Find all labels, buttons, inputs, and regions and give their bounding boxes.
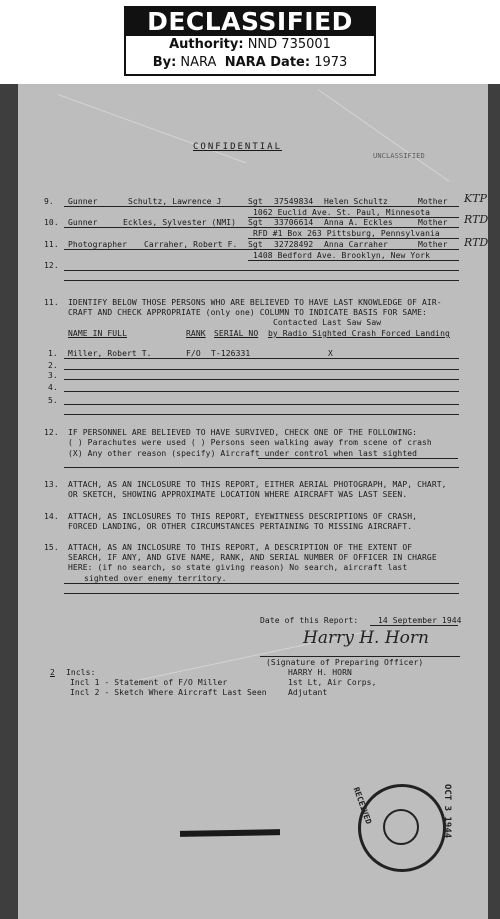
section-number: 13.	[44, 480, 59, 489]
crew-kin: Helen Schultz	[324, 197, 388, 206]
section-text: HERE: (if no search, so state giving reason) No search, aircraft last	[68, 563, 408, 572]
inclosure-item: Incl 1 - Statement of F/O Miller	[70, 678, 228, 687]
section-text: IDENTIFY BELOW THOSE PERSONS WHO ARE BELIEVED TO HAVE LAST KNOWLEDGE OF AIR-	[68, 298, 442, 307]
corner-stamp: UNCLASSIFIED	[373, 152, 425, 160]
declassified-stamp	[124, 6, 376, 76]
redaction-bar	[180, 829, 280, 837]
section-number: 11.	[44, 298, 59, 307]
inclosure-item: Incl 2 - Sketch Where Aircraft Last Seen	[70, 688, 267, 697]
crew-num: 11.	[44, 240, 59, 249]
by-value: NARA	[180, 55, 217, 70]
nara-line	[126, 54, 374, 72]
officer-signature: Harry H. Horn	[303, 628, 429, 648]
crew-position: Gunner	[68, 197, 98, 206]
crew-serial: 32728492	[274, 240, 314, 249]
authority-value: NND 735001	[247, 37, 331, 52]
crew-serial: 33706614	[274, 218, 314, 227]
crew-mark: RTD	[464, 213, 489, 226]
crew-address: RFD #1 Box 263 Pittsburg, Pennsylvania	[253, 229, 440, 238]
nara-date-label: NARA Date:	[224, 55, 311, 70]
witness-num: 2.	[48, 361, 58, 370]
column-header: RANK	[186, 329, 206, 338]
crew-name: Schultz, Lawrence J	[128, 197, 222, 206]
received-date-stamp: OCT 3 1944	[442, 784, 452, 839]
document-sheet	[18, 84, 488, 919]
crew-relation: Mother	[418, 218, 448, 227]
crew-position: Photographer	[68, 240, 127, 249]
crew-num: 10.	[44, 218, 59, 227]
witness-num: 4.	[48, 383, 58, 392]
crew-kin: Anna Carraher	[324, 240, 388, 249]
declassification-banner	[0, 0, 500, 84]
section-text: ATTACH, AS AN INCLOSURE TO THIS REPORT, A DESCRIPTION OF THE EXTENT OF	[68, 543, 413, 552]
report-date-value: 14 September 1944	[378, 616, 462, 625]
crew-position: Gunner	[68, 218, 98, 227]
officer-rank: 1st Lt, Air Corps,	[288, 678, 377, 687]
witness-serial: T-126331	[211, 349, 251, 358]
officer-title: Adjutant	[288, 688, 328, 697]
column-header: NAME IN FULL	[68, 329, 127, 338]
witness-name: Miller, Robert T.	[68, 349, 152, 358]
crew-address: 1062 Euclid Ave. St. Paul, Minnesota	[253, 208, 430, 217]
by-label: By:	[152, 55, 177, 70]
section-text: IF PERSONNEL ARE BELIEVED TO HAVE SURVIVED, CHECK ONE OF THE FOLLOWING:	[68, 428, 418, 437]
officer-name: HARRY H. HORN	[288, 668, 352, 677]
crew-rank: Sgt	[248, 218, 263, 227]
section-text: SEARCH, IF ANY, AND GIVE NAME, RANK, AND SERIAL NUMBER OF OFFICER IN CHARGE	[68, 553, 437, 562]
section-text: (X) Any other reason (specify) Aircraft under control when last sighted	[68, 449, 418, 458]
section-text: sighted over enemy territory.	[84, 574, 227, 583]
section-text: OR SKETCH, SHOWING APPROXIMATE LOCATION WHERE AIRCRAFT WAS LAST SEEN.	[68, 490, 408, 499]
received-stamp-text: RECEIVED	[351, 786, 374, 826]
column-header: Contacted Last Saw Saw	[273, 318, 382, 327]
witness-num: 5.	[48, 396, 58, 405]
authority-label: Authority:	[169, 37, 244, 52]
witness-num: 1.	[48, 349, 58, 358]
crew-kin: Anna A. Eckles	[324, 218, 393, 227]
incls-count: 2	[50, 668, 55, 677]
report-date-label: Date of this Report:	[260, 616, 359, 625]
crew-rank: Sgt	[248, 240, 263, 249]
declassified-title: DECLASSIFIED	[126, 8, 374, 36]
incls-label: Incls:	[66, 668, 96, 677]
section-text: CRAFT AND CHECK APPROPRIATE (only one) COLUMN TO INDICATE BASIS FOR SAME:	[68, 308, 427, 317]
section-number: 12.	[44, 428, 59, 437]
column-header: by Radio Sighted Crash Forced Landing	[268, 329, 450, 338]
signature-caption: (Signature of Preparing Officer)	[266, 658, 424, 667]
crew-serial: 37549834	[274, 197, 314, 206]
classification-heading: CONFIDENTIAL	[193, 142, 283, 152]
section-text: FORCED LANDING, OR OTHER CIRCUMSTANCES PERTAINING TO MISSING AIRCRAFT.	[68, 522, 413, 531]
section-text: ATTACH, AS INCLOSURES TO THIS REPORT, EYEWITNESS DESCRIPTIONS OF CRASH,	[68, 512, 418, 521]
crew-relation: Mother	[418, 197, 448, 206]
received-seal	[358, 784, 446, 872]
crew-num: 12.	[44, 261, 59, 270]
authority-line	[126, 36, 374, 54]
nara-date-value: 1973	[314, 55, 348, 70]
crew-num: 9.	[44, 197, 54, 206]
section-number: 14.	[44, 512, 59, 521]
witness-rank: F/O	[186, 349, 201, 358]
section-text: ATTACH, AS AN INCLOSURE TO THIS REPORT, EITHER AERIAL PHOTOGRAPH, MAP, CHART,	[68, 480, 447, 489]
witness-num: 3.	[48, 371, 58, 380]
section-number: 15.	[44, 543, 59, 552]
crew-rank: Sgt	[248, 197, 263, 206]
crew-mark: KTP	[464, 192, 487, 205]
crew-name: Carraher, Robert F.	[144, 240, 238, 249]
crew-relation: Mother	[418, 240, 448, 249]
witness-mark: X	[328, 349, 333, 358]
crew-name: Eckles, Sylvester (NMI)	[123, 218, 237, 227]
crew-address: 1408 Bedford Ave. Brooklyn, New York	[253, 251, 430, 260]
scanned-document	[0, 84, 500, 919]
column-header: SERIAL NO	[214, 329, 259, 338]
section-text: ( ) Parachutes were used ( ) Persons seen walking away from scene of crash	[68, 438, 432, 447]
crew-mark: RTD	[464, 236, 489, 249]
